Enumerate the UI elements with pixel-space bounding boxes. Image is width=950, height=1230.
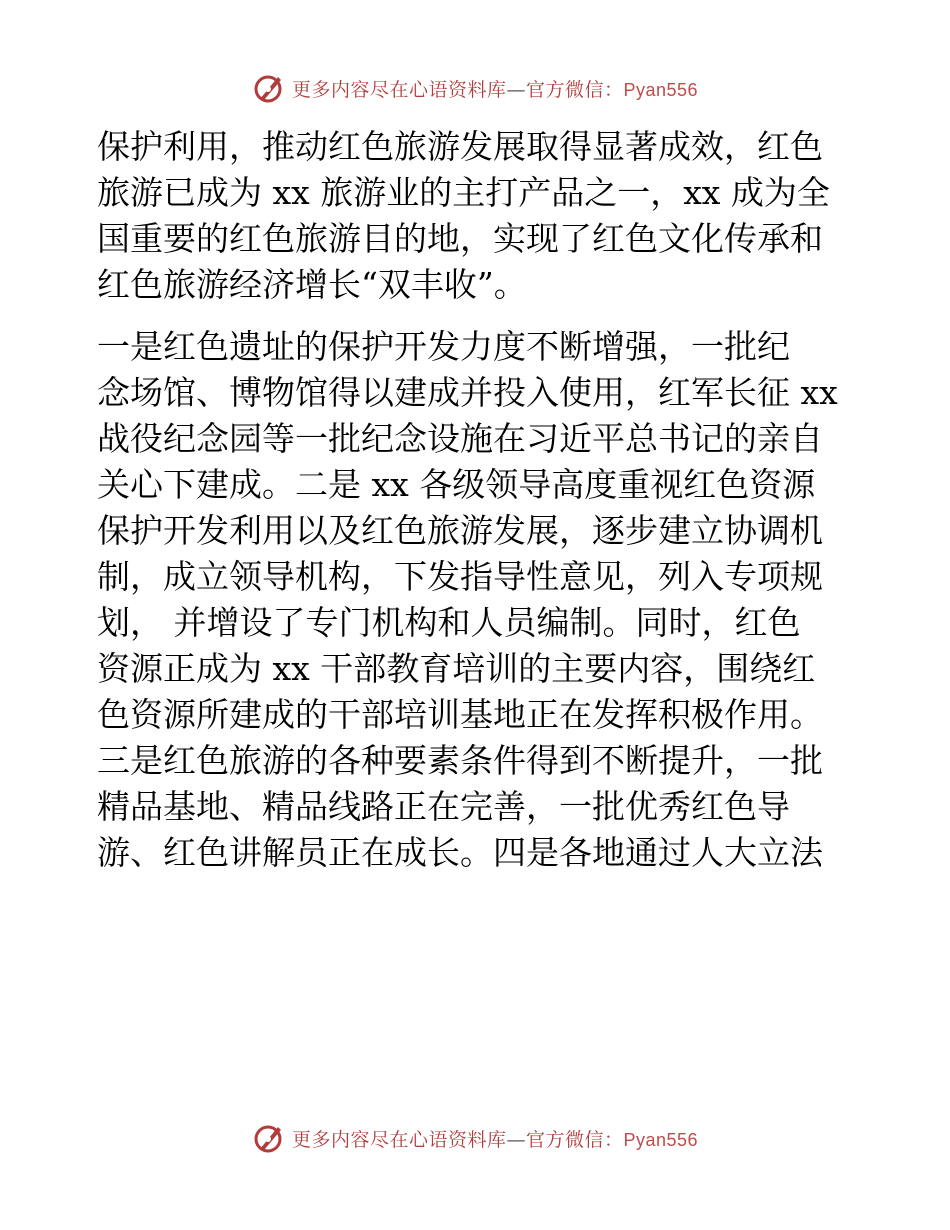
header-separator: — bbox=[506, 78, 526, 101]
paragraph-2-line: 资源正成为 xx 干部教育培训的主要内容，围绕红 bbox=[97, 649, 816, 688]
header-brand-text: 更多内容尽在心语资料库 bbox=[291, 78, 507, 101]
paragraph-1-line: 红色旅游经济增长“双丰收”。 bbox=[97, 265, 527, 304]
paragraph-1-line: 国重要的红色旅游目的地，实现了红色文化传承和 bbox=[97, 219, 823, 258]
quill-circle-icon bbox=[252, 1121, 286, 1155]
paragraph-1-line: 旅游已成为 xx 旅游业的主打产品之一，xx 成为全 bbox=[97, 173, 830, 212]
paragraph-2 bbox=[97, 324, 867, 876]
footer-banner bbox=[0, 1118, 950, 1158]
header-banner bbox=[0, 68, 950, 108]
paragraph-2-line: 战役纪念园等一批纪念设施在习近平总书记的亲自 bbox=[97, 419, 823, 458]
paragraph-1-line: 保护利用，推动红色旅游发展取得显著成效，红色 bbox=[97, 127, 823, 166]
header-wechat-label: 官方微信： bbox=[525, 78, 624, 101]
paragraph-2-line: 三是红色旅游的各种要素条件得到不断提升，一批 bbox=[97, 741, 823, 780]
paragraph-2-line: 划， 并增设了专门机构和人员编制。同时，红色 bbox=[97, 603, 801, 642]
paragraph-2-line: 保护开发利用以及红色旅游发展，逐步建立协调机 bbox=[97, 511, 823, 550]
paragraph-2-line: 色资源所建成的干部培训基地正在发挥积极作用。 bbox=[97, 695, 823, 734]
paragraph-2-line: 游、红色讲解员正在成长。四是各地通过人大立法 bbox=[97, 833, 823, 872]
quill-circle-icon bbox=[252, 71, 286, 105]
footer-text bbox=[292, 1125, 698, 1152]
footer-wechat-id: Pyan556 bbox=[623, 1129, 699, 1150]
paragraph-1 bbox=[97, 124, 867, 308]
body-text bbox=[97, 124, 867, 876]
paragraph-2-line: 关心下建成。二是 xx 各级领导高度重视红色资源 bbox=[97, 465, 816, 504]
header-wechat-id: Pyan556 bbox=[623, 79, 699, 100]
paragraph-2-line: 念场馆、博物馆得以建成并投入使用，红军长征 xx bbox=[97, 373, 838, 412]
footer-brand-text: 更多内容尽在心语资料库 bbox=[291, 1128, 507, 1151]
paragraph-gap bbox=[97, 308, 867, 324]
paragraph-2-line: 一是红色遗址的保护开发力度不断增强，一批纪 bbox=[97, 327, 790, 366]
paragraph-2-line: 精品基地、精品线路正在完善，一批优秀红色导 bbox=[97, 787, 790, 826]
footer-wechat-label: 官方微信： bbox=[525, 1128, 624, 1151]
footer-separator: — bbox=[506, 1128, 526, 1151]
header-text bbox=[292, 75, 698, 102]
paragraph-2-line: 制，成立领导机构，下发指导性意见，列入专项规 bbox=[97, 557, 823, 596]
